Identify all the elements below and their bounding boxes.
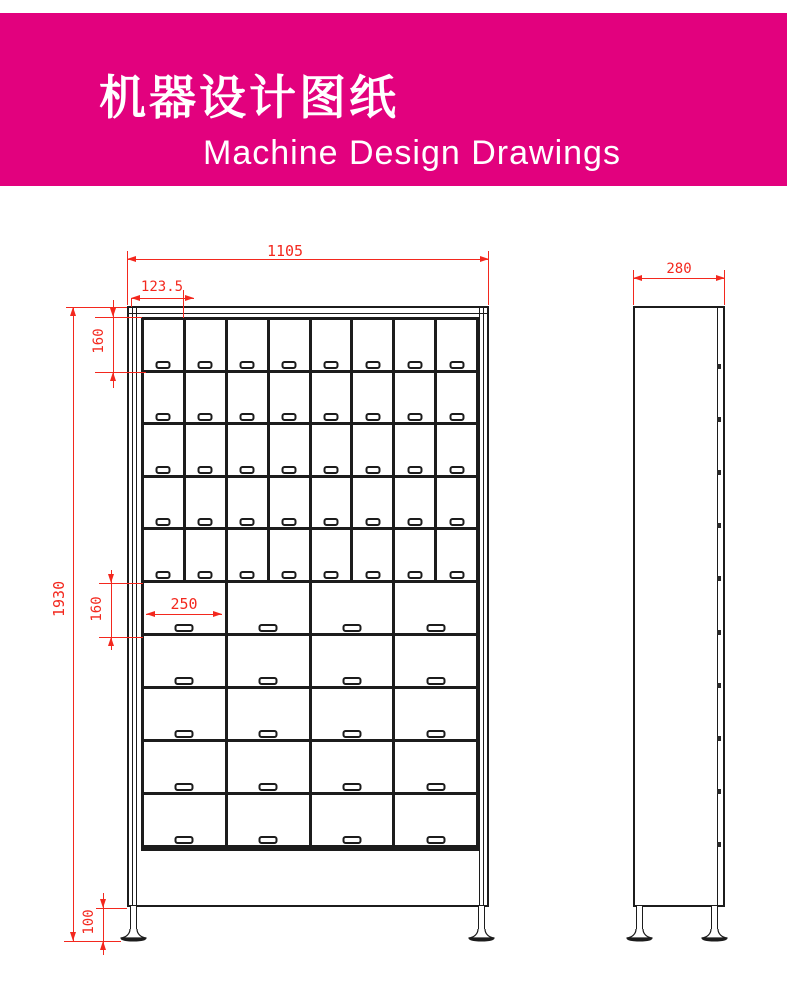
locker-handle	[156, 361, 171, 369]
dim-label-large-locker-width: 250	[170, 595, 198, 613]
dimension-arrow	[633, 275, 642, 281]
dimension-arrow	[70, 307, 76, 316]
locker-handle	[342, 836, 361, 844]
dimension-arrow	[213, 611, 222, 617]
locker-cell-small	[353, 530, 392, 580]
hinge-mark	[717, 683, 721, 688]
locker-cell-small	[395, 478, 434, 528]
locker-handle	[259, 677, 278, 685]
locker-cell-small	[186, 320, 225, 370]
locker-handle	[449, 518, 464, 526]
locker-cell-small	[270, 530, 309, 580]
locker-handle	[365, 413, 380, 421]
frame-line	[479, 308, 480, 905]
locker-grid	[141, 317, 479, 851]
locker-cell-small	[228, 373, 267, 423]
dimension-arrow	[110, 372, 116, 381]
locker-cell-small	[312, 320, 351, 370]
locker-handle	[259, 836, 278, 844]
locker-handle	[449, 466, 464, 474]
locker-cell-small	[270, 320, 309, 370]
locker-cell-small	[395, 373, 434, 423]
locker-cell-large	[228, 795, 309, 845]
locker-handle	[449, 571, 464, 579]
locker-handle	[198, 518, 213, 526]
locker-handle	[426, 677, 445, 685]
locker-cell-large	[395, 583, 476, 633]
locker-cell-large	[144, 636, 225, 686]
locker-cell-large	[312, 583, 393, 633]
locker-cell-small	[144, 373, 183, 423]
locker-cell-small	[228, 425, 267, 475]
extension-line	[633, 270, 634, 305]
page-title-chinese: 机器设计图纸	[99, 71, 399, 124]
hinge-mark	[717, 417, 721, 422]
locker-cell-small	[312, 478, 351, 528]
frame-line	[136, 308, 137, 905]
extension-line	[99, 637, 143, 638]
locker-handle	[282, 466, 297, 474]
dimension-arrow	[131, 295, 140, 301]
locker-cell-large	[395, 795, 476, 845]
hinge-mark	[717, 576, 721, 581]
locker-cell-small	[312, 425, 351, 475]
locker-handle	[323, 518, 338, 526]
locker-cell-small	[353, 320, 392, 370]
locker-handle	[365, 361, 380, 369]
locker-cell-large	[228, 583, 309, 633]
locker-handle	[323, 466, 338, 474]
dim-label-overall-width: 1105	[266, 242, 304, 260]
locker-handle	[175, 783, 194, 791]
locker-handle	[259, 624, 278, 632]
locker-cell-large	[312, 636, 393, 686]
locker-handle	[175, 836, 194, 844]
dimension-line	[73, 307, 74, 941]
locker-cell-small	[270, 373, 309, 423]
locker-handle	[365, 571, 380, 579]
leg	[130, 906, 137, 930]
extension-line	[183, 290, 184, 318]
locker-handle	[175, 677, 194, 685]
side-view	[633, 306, 725, 907]
locker-handle	[407, 413, 422, 421]
locker-handle	[240, 518, 255, 526]
locker-handle	[240, 361, 255, 369]
locker-handle	[175, 730, 194, 738]
extension-line	[724, 270, 725, 305]
locker-handle	[426, 836, 445, 844]
locker-cell-large	[228, 742, 309, 792]
locker-handle	[259, 730, 278, 738]
locker-cell-small	[353, 373, 392, 423]
locker-cell-small	[395, 530, 434, 580]
locker-handle	[323, 413, 338, 421]
dimension-line	[146, 614, 222, 615]
locker-handle	[426, 730, 445, 738]
locker-cell-small	[395, 425, 434, 475]
locker-handle	[156, 571, 171, 579]
locker-cell-large	[312, 689, 393, 739]
header-banner	[0, 13, 787, 186]
dimension-arrow	[100, 941, 106, 950]
frame-line	[483, 308, 484, 905]
locker-cell-small	[186, 478, 225, 528]
locker-cell-small	[144, 478, 183, 528]
dim-label-leg-height: 100	[81, 909, 97, 935]
dim-label-first-locker-width: 123.5	[140, 279, 184, 295]
locker-handle	[426, 624, 445, 632]
locker-cell-large	[312, 742, 393, 792]
locker-handle	[198, 361, 213, 369]
extension-line	[127, 251, 128, 305]
small-locker-grid	[144, 320, 476, 580]
hinge-mark	[717, 523, 721, 528]
locker-cell-small	[437, 530, 476, 580]
locker-cell-small	[437, 425, 476, 475]
locker-cell-small	[144, 425, 183, 475]
dim-label-small-row-height: 160	[91, 328, 107, 354]
locker-handle	[407, 518, 422, 526]
locker-cell-small	[270, 425, 309, 475]
locker-handle	[282, 571, 297, 579]
locker-handle	[449, 361, 464, 369]
adjustable-foot	[700, 929, 729, 942]
locker-cell-small	[353, 478, 392, 528]
locker-handle	[156, 466, 171, 474]
hinge-mark	[717, 470, 721, 475]
extension-line	[64, 941, 121, 942]
dimension-arrow	[110, 308, 116, 317]
locker-handle	[342, 677, 361, 685]
locker-cell-small	[186, 425, 225, 475]
leg	[636, 906, 643, 930]
locker-handle	[198, 571, 213, 579]
locker-handle	[407, 361, 422, 369]
dimension-arrow	[108, 574, 114, 583]
dimension-arrow	[146, 611, 155, 617]
dimension-arrow	[127, 256, 136, 262]
adjustable-foot	[119, 929, 148, 942]
locker-handle	[323, 361, 338, 369]
locker-cell-large	[144, 742, 225, 792]
frame-line	[717, 308, 718, 905]
adjustable-foot	[467, 929, 496, 942]
dim-label-depth: 280	[666, 261, 692, 277]
locker-cell-small	[270, 478, 309, 528]
locker-cell-large	[144, 689, 225, 739]
hinge-mark	[717, 364, 721, 369]
locker-cell-small	[186, 530, 225, 580]
locker-cell-small	[144, 530, 183, 580]
locker-cell-small	[228, 320, 267, 370]
locker-cell-large	[395, 742, 476, 792]
dimension-arrow	[185, 295, 194, 301]
hinge-mark	[717, 789, 721, 794]
hinge-mark	[717, 736, 721, 741]
frame-line	[132, 308, 133, 905]
dimension-line	[633, 278, 725, 279]
locker-handle	[156, 413, 171, 421]
locker-cell-small	[437, 320, 476, 370]
locker-handle	[240, 413, 255, 421]
locker-handle	[449, 413, 464, 421]
dimension-line	[127, 259, 489, 260]
locker-handle	[198, 413, 213, 421]
locker-cell-small	[186, 373, 225, 423]
dimension-arrow	[100, 899, 106, 908]
page-title-english: Machine Design Drawings	[203, 134, 621, 172]
dimension-arrow	[70, 932, 76, 941]
locker-cell-large	[228, 689, 309, 739]
locker-cell-small	[395, 320, 434, 370]
locker-cell-large	[144, 795, 225, 845]
locker-handle	[407, 571, 422, 579]
locker-handle	[342, 783, 361, 791]
extension-line	[95, 372, 146, 373]
locker-handle	[342, 730, 361, 738]
locker-handle	[198, 466, 213, 474]
locker-handle	[426, 783, 445, 791]
hinge-mark	[717, 630, 721, 635]
extension-line	[99, 583, 143, 584]
locker-cell-small	[228, 530, 267, 580]
locker-handle	[282, 518, 297, 526]
locker-cell-small	[437, 478, 476, 528]
locker-handle	[365, 466, 380, 474]
locker-cell-small	[353, 425, 392, 475]
dim-label-large-row-height: 160	[89, 596, 105, 622]
locker-cell-large	[395, 689, 476, 739]
locker-handle	[156, 518, 171, 526]
leg	[711, 906, 718, 930]
extension-line	[66, 307, 127, 308]
locker-cell-large	[395, 636, 476, 686]
locker-cell-small	[437, 373, 476, 423]
locker-cell-large	[228, 636, 309, 686]
extension-line	[95, 317, 142, 318]
locker-cell-small	[144, 320, 183, 370]
locker-handle	[282, 413, 297, 421]
locker-cell-small	[312, 373, 351, 423]
locker-cell-small	[312, 530, 351, 580]
locker-handle	[282, 361, 297, 369]
locker-handle	[259, 783, 278, 791]
extension-line	[488, 251, 489, 305]
locker-handle	[240, 466, 255, 474]
large-locker-grid	[144, 583, 476, 845]
locker-handle	[407, 466, 422, 474]
locker-handle	[323, 571, 338, 579]
adjustable-foot	[625, 929, 654, 942]
locker-cell-small	[228, 478, 267, 528]
leg	[478, 906, 485, 930]
dimension-arrow	[108, 637, 114, 646]
extension-line	[96, 908, 127, 909]
hinge-mark	[717, 842, 721, 847]
dim-label-overall-height: 1930	[50, 580, 68, 617]
extension-line	[131, 298, 132, 307]
locker-handle	[365, 518, 380, 526]
locker-handle	[175, 624, 194, 632]
locker-cell-large	[312, 795, 393, 845]
locker-handle	[342, 624, 361, 632]
locker-handle	[240, 571, 255, 579]
